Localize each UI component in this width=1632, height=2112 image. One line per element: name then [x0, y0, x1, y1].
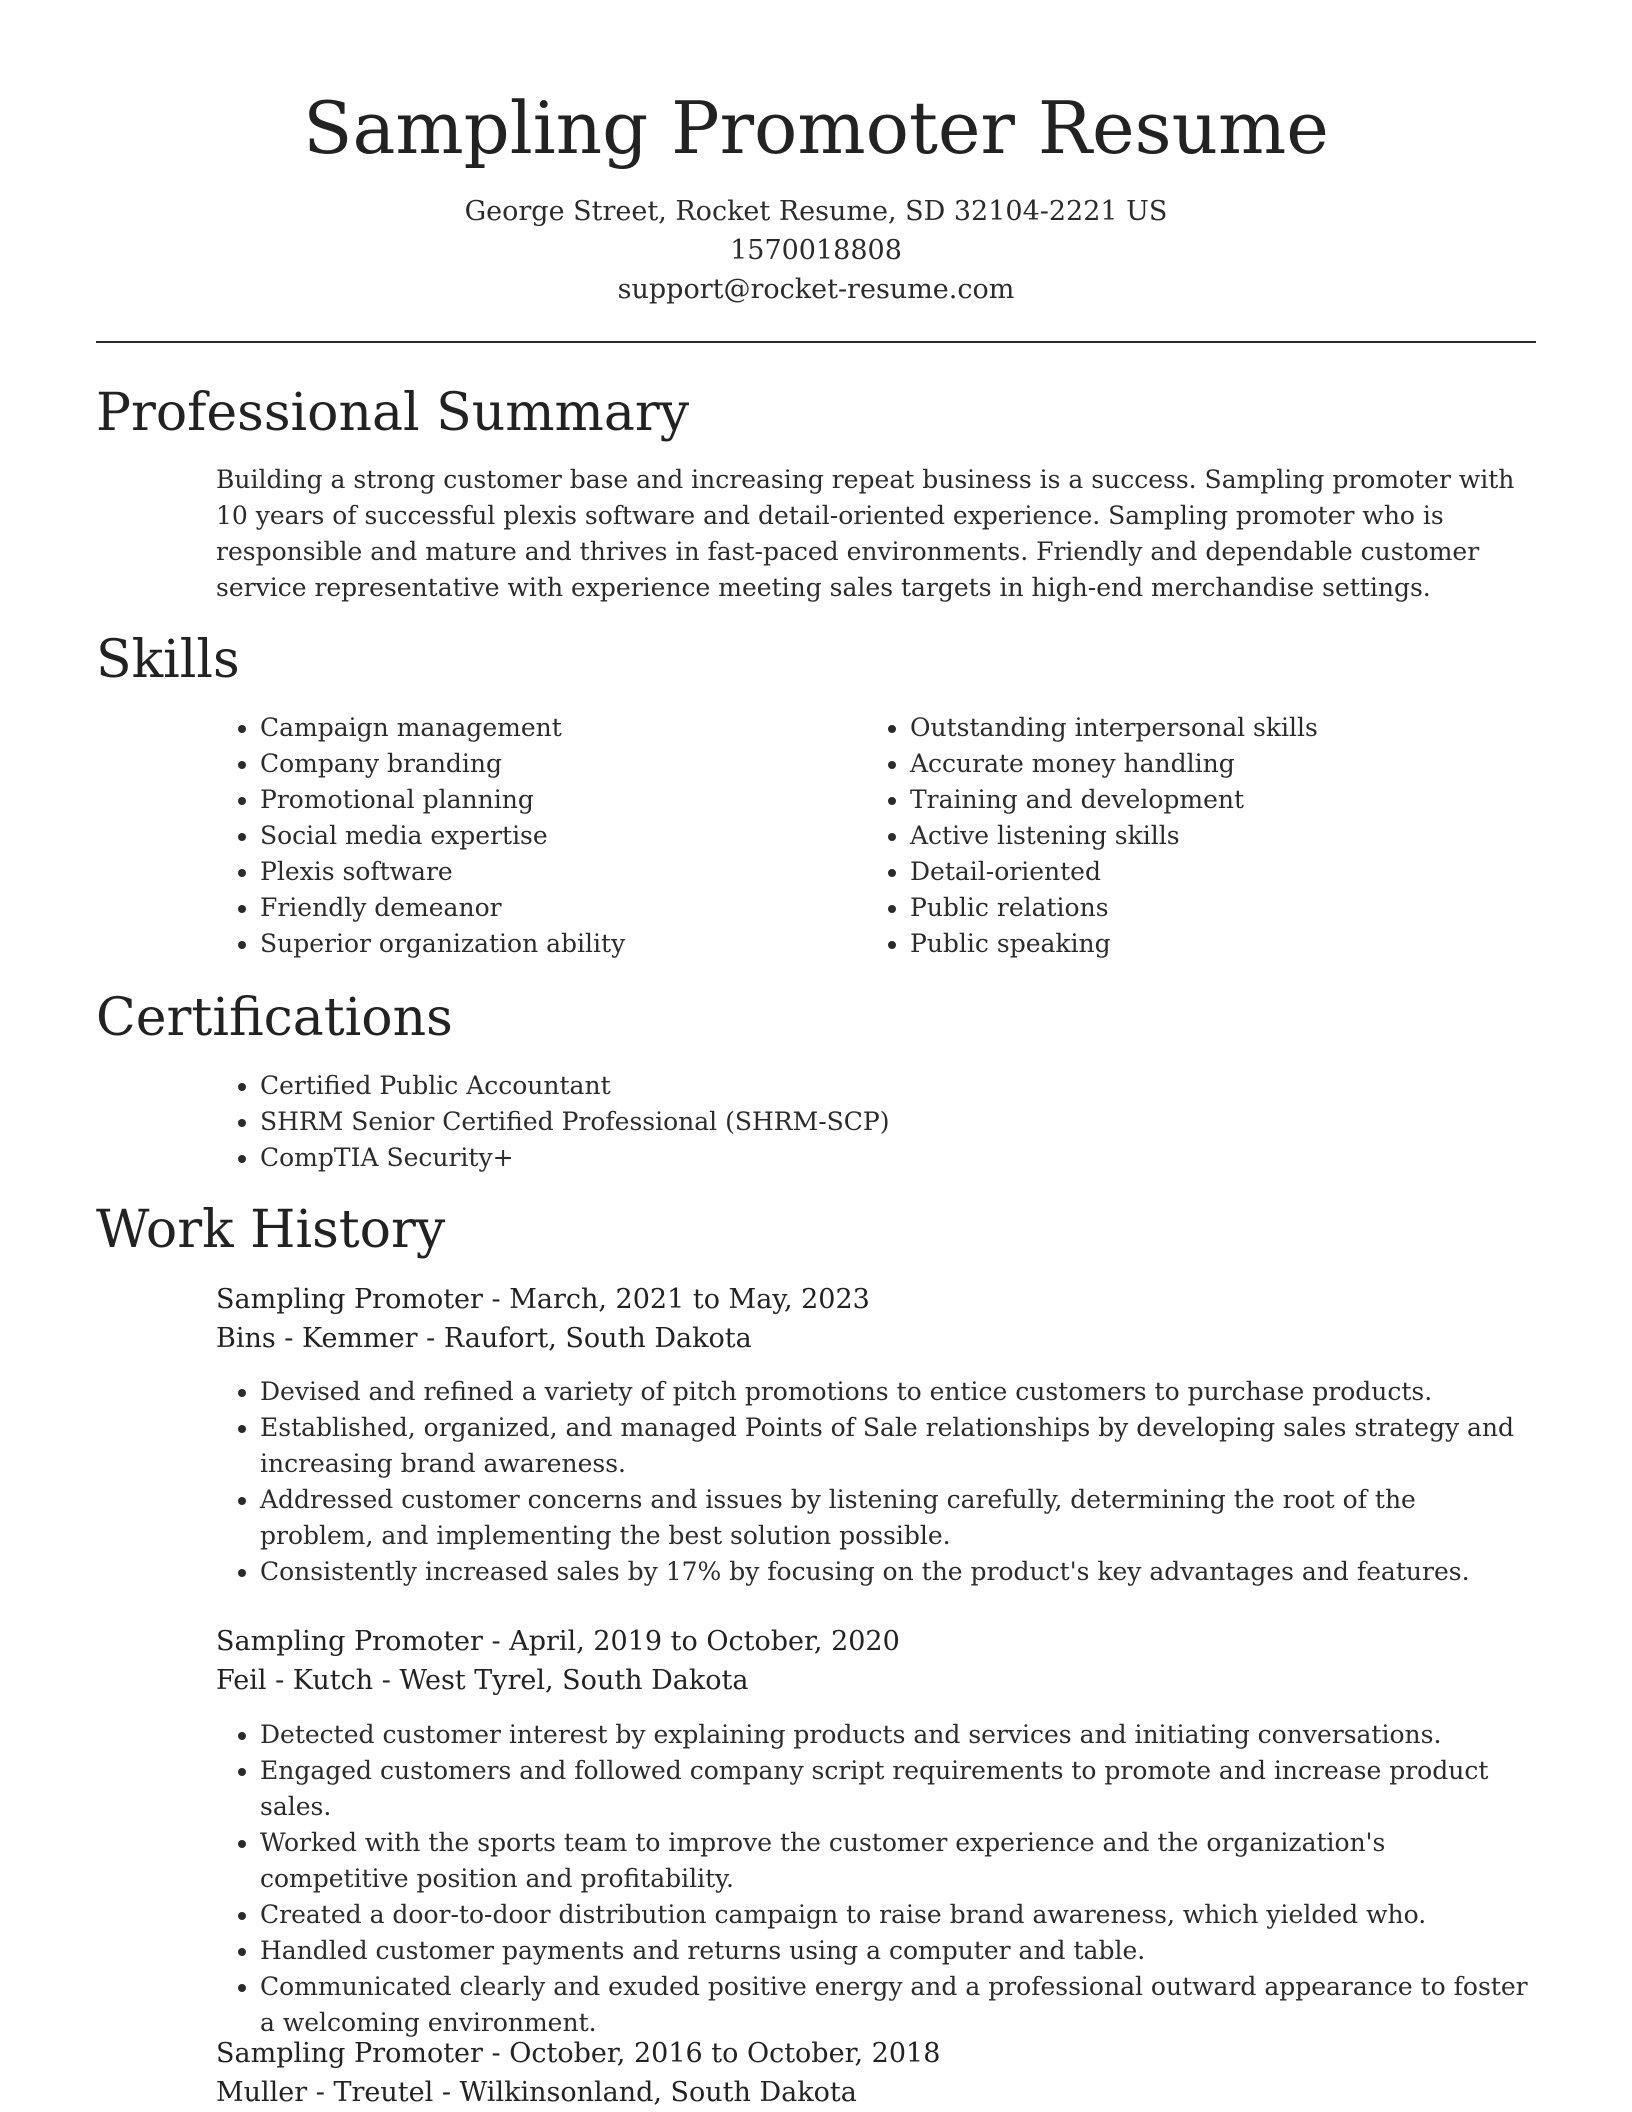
- job-dates: March, 2021 to May, 2023: [509, 1284, 870, 1315]
- certification-item: • SHRM Senior Certified Professional (SHRM-SCP): [260, 1104, 1536, 1140]
- contact-email: support@rocket-resume.com: [617, 274, 1015, 305]
- skill-item: • Social media expertise: [260, 818, 836, 854]
- job-bullet: • Communicated clearly and exuded positive energy and a professional outward appearance to foster a welcoming environment.: [260, 1969, 1536, 2041]
- skill-item: • Plexis software: [260, 854, 836, 890]
- job-bullet: • Addressed customer concerns and issues by listening carefully, determining the root of the problem, and implementing the best solution possible.: [260, 1482, 1536, 1554]
- skill-item: • Detail-oriented: [910, 854, 1486, 890]
- job-company-line: Feil - Kutch - West Tyrel, South Dakota: [216, 1665, 749, 1696]
- skill-item: • Public speaking: [910, 926, 1486, 962]
- job-bullet: • Engaged customers and followed company script requirements to promote and increase product sales.: [260, 1753, 1536, 1825]
- job-location: West Tyrel, South Dakota: [399, 1665, 749, 1696]
- contact-block: [96, 192, 1536, 309]
- skills-column-right: [866, 710, 1486, 962]
- section-title-certifications: Certifications: [96, 988, 453, 1048]
- skills-list-left: [216, 710, 836, 962]
- section-title-skills: Skills: [96, 630, 240, 690]
- job-title-line: Sampling Promoter - April, 2019 to October, 2020: [216, 1626, 900, 1657]
- section-title-work-history: Work History: [96, 1200, 446, 1260]
- job-bullet: • Handled customer payments and returns using a computer and table.: [260, 1933, 1536, 1969]
- skill-item: • Company branding: [260, 746, 836, 782]
- summary-text: Building a strong customer base and increasing repeat business is a success. Sampling promoter with 10 years of successful plexis software and detail-oriented experience. Sampling promoter who is responsible and mature and thrives in fast-paced environments. Friendly and dependable customer service representative with experience meeting sales targets in high-end merchandise settings.: [216, 465, 1515, 602]
- job-dates: October, 2016 to October, 2018: [509, 2038, 941, 2069]
- job-title-line: Sampling Promoter - March, 2021 to May, 2023: [216, 1284, 870, 1315]
- contact-phone: 1570018808: [730, 235, 902, 266]
- job-bullets: [216, 1717, 1536, 2041]
- job-bullet: • Created a door-to-door distribution campaign to raise brand awareness, which yielded who.: [260, 1897, 1536, 1933]
- skill-item: • Active listening skills: [910, 818, 1486, 854]
- skills-column-left: [216, 710, 836, 962]
- job-company-line: Muller - Treutel - Wilkinsonland, South Dakota: [216, 2077, 857, 2108]
- job-location: Wilkinsonland, South Dakota: [459, 2077, 857, 2108]
- job-header: [216, 1622, 1536, 1700]
- resume-page: [96, 0, 1536, 2112]
- resume-title: Sampling Promoter Resume: [303, 86, 1329, 170]
- skill-item: • Friendly demeanor: [260, 890, 836, 926]
- certification-item: • Certified Public Accountant: [260, 1068, 1536, 1104]
- skill-item: • Outstanding interpersonal skills: [910, 710, 1486, 746]
- job-company-line: Bins - Kemmer - Raufort, South Dakota: [216, 1323, 752, 1354]
- job-company: Feil - Kutch: [216, 1665, 374, 1696]
- job-company: Bins - Kemmer: [216, 1323, 418, 1354]
- skills-list-right: [866, 710, 1486, 962]
- job-company: Muller - Treutel: [216, 2077, 434, 2108]
- job-bullet: • Consistently increased sales by 17% by focusing on the product's key advantages and features.: [260, 1554, 1536, 1590]
- job-bullet: • Devised and refined a variety of pitch promotions to entice customers to purchase products.: [260, 1374, 1536, 1410]
- job-location: Raufort, South Dakota: [443, 1323, 752, 1354]
- job-title-line: Sampling Promoter - October, 2016 to October, 2018: [216, 2038, 941, 2069]
- job-bullet: • Detected customer interest by explaining products and services and initiating conversations.: [260, 1717, 1536, 1753]
- certifications-list: [216, 1068, 1536, 1176]
- job-header: [216, 2034, 1536, 2112]
- section-title-summary: Professional Summary: [96, 383, 690, 443]
- skill-item: • Training and development: [910, 782, 1486, 818]
- job-bullets-block: [216, 1374, 1536, 1590]
- job-bullets: [216, 1374, 1536, 1590]
- skill-item: • Public relations: [910, 890, 1486, 926]
- job-header: [216, 1280, 1536, 1358]
- job-bullet: • Established, organized, and managed Points of Sale relationships by developing sales strategy and increasing brand awareness.: [260, 1410, 1536, 1482]
- skill-item: • Accurate money handling: [910, 746, 1486, 782]
- job-title: Sampling Promoter: [216, 1284, 483, 1315]
- job-bullet: • Worked with the sports team to improve the customer experience and the organization's competitive position and profitability.: [260, 1825, 1536, 1897]
- job-title: Sampling Promoter: [216, 2038, 483, 2069]
- skill-item: • Campaign management: [260, 710, 836, 746]
- skill-item: • Promotional planning: [260, 782, 836, 818]
- job-bullets-block: [216, 1717, 1536, 2041]
- job-dates: April, 2019 to October, 2020: [509, 1626, 900, 1657]
- certifications-block: [216, 1068, 1536, 1176]
- skill-item: • Superior organization ability: [260, 926, 836, 962]
- contact-address: George Street, Rocket Resume, SD 32104-2221 US: [464, 196, 1168, 227]
- job-title: Sampling Promoter: [216, 1626, 483, 1657]
- certification-item: • CompTIA Security+: [260, 1140, 1536, 1176]
- header-divider: [96, 341, 1536, 343]
